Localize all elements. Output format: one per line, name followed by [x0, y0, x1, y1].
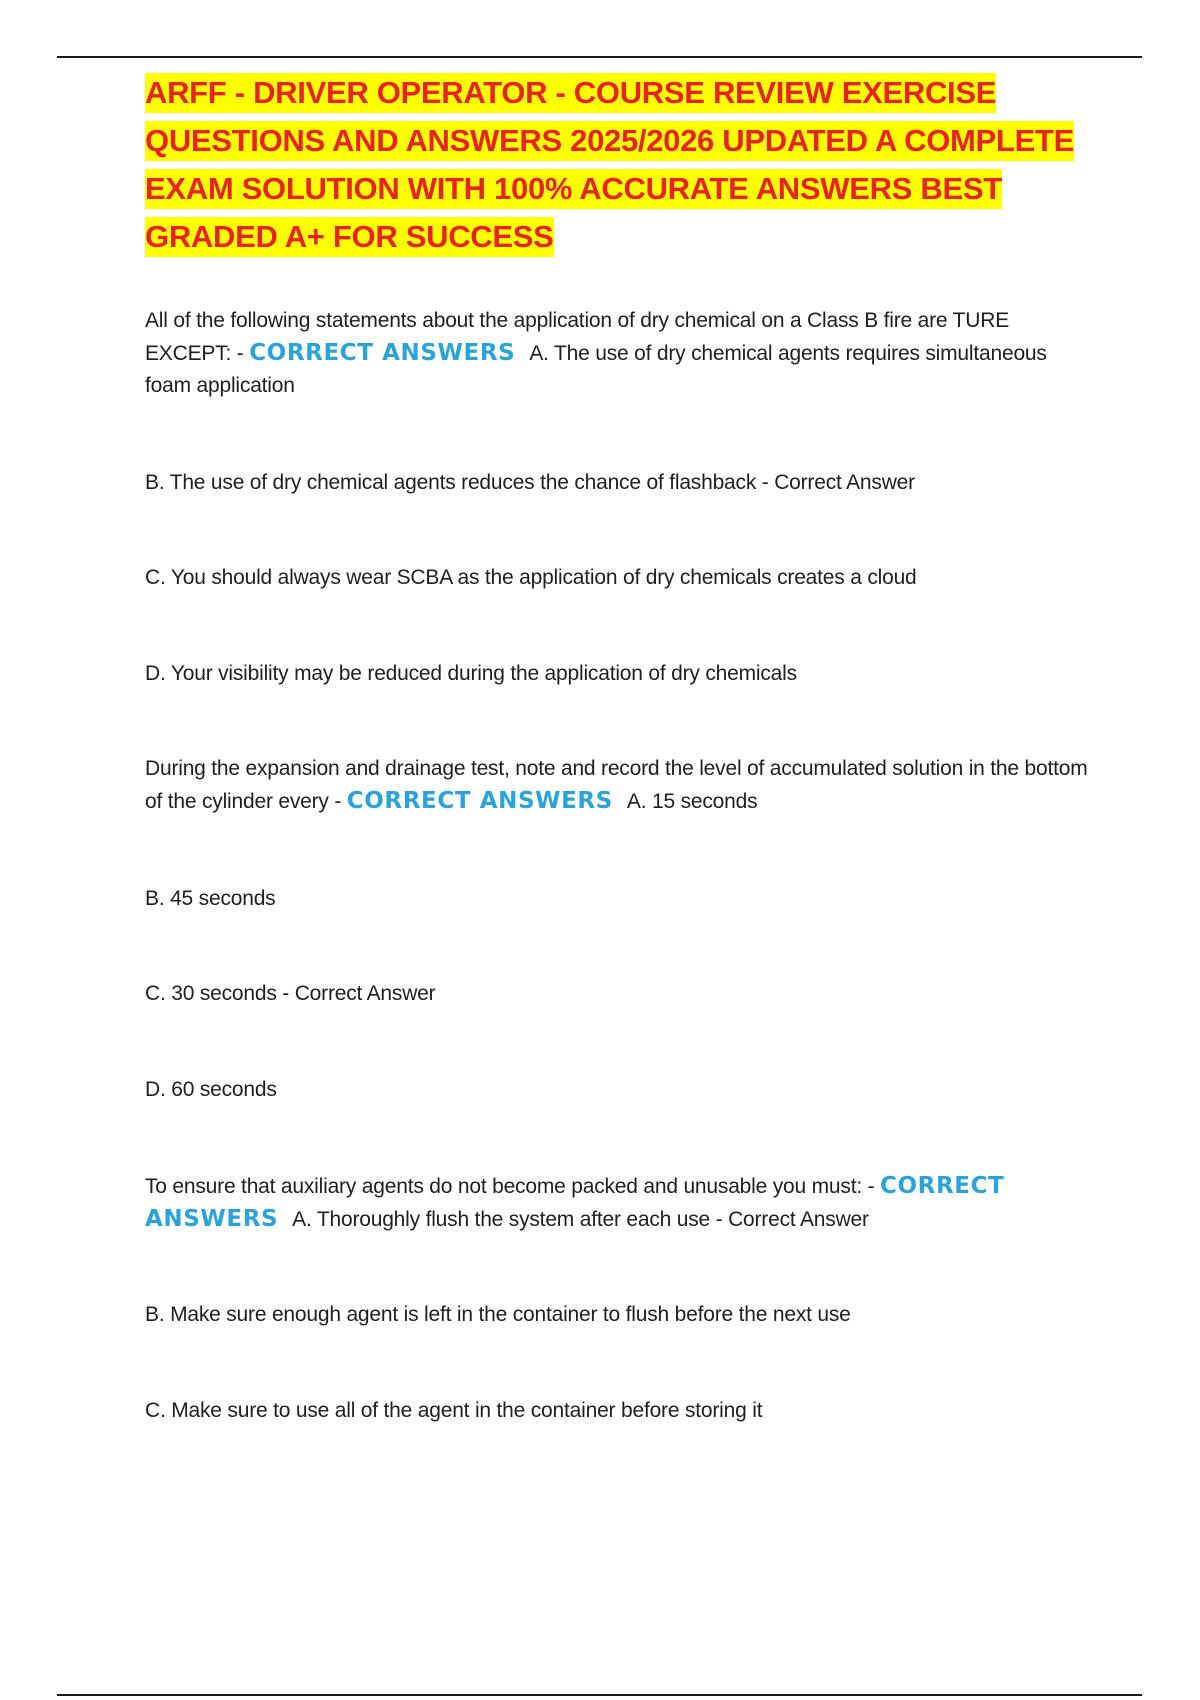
question-1-option-a: A. The use of dry chemical agents requires simultaneous foam application — [145, 342, 1047, 397]
question-2-option-c: C. 30 seconds - Correct Answer — [145, 982, 436, 1005]
question-2-option-b: B. 45 seconds — [145, 887, 276, 910]
question-2 — [145, 753, 1095, 818]
question-3-option-a: A. Thoroughly flush the system after each use - Correct Answer — [292, 1208, 869, 1231]
question-1 — [145, 305, 1095, 402]
question-1-option-b: B. The use of dry chemical agents reduces the chance of flashback - Correct Answer — [145, 471, 915, 494]
correct-answers-label-part1: CORRECT — [880, 1173, 1005, 1199]
question-2-text: During the expansion and drainage test, note and record the level of accumulated solution in the bottom of the cylinder every - — [145, 757, 1088, 813]
top-rule — [57, 56, 1142, 58]
question-3 — [145, 1170, 1095, 1236]
question-3-option-c: C. Make sure to use all of the agent in the container before storing it — [145, 1399, 763, 1422]
question-2-option-a: A. 15 seconds — [626, 790, 758, 813]
bottom-rule — [57, 1694, 1142, 1696]
document-title — [145, 69, 1105, 261]
question-1-text: All of the following statements about the application of dry chemical on a Class B fire are TURE EXCEPT: - — [145, 309, 1010, 365]
correct-answers-label: CORRECT ANSWERS — [249, 340, 516, 366]
question-3-text: To ensure that auxiliary agents do not become packed and unusable you must: - — [145, 1175, 875, 1198]
title-text: ARFF - DRIVER OPERATOR - COURSE REVIEW EXERCISE QUESTIONS AND ANSWERS 2025/2026 UPDATED A COMPLETE EXAM SOLUTION WITH 100% ACCURATE ANSWERS BEST GRADED A+ FOR SUCCESS — [145, 73, 1074, 257]
correct-answers-label-part2: ANSWERS — [145, 1206, 279, 1232]
question-1-option-d: D. Your visibility may be reduced during the application of dry chemicals — [145, 662, 797, 685]
question-3-option-b: B. Make sure enough agent is left in the container to flush before the next use — [145, 1303, 851, 1326]
question-2-option-d: D. 60 seconds — [145, 1078, 277, 1101]
correct-answers-label: CORRECT ANSWERS — [346, 788, 613, 814]
question-1-option-c: C. You should always wear SCBA as the application of dry chemicals creates a cloud — [145, 566, 917, 589]
